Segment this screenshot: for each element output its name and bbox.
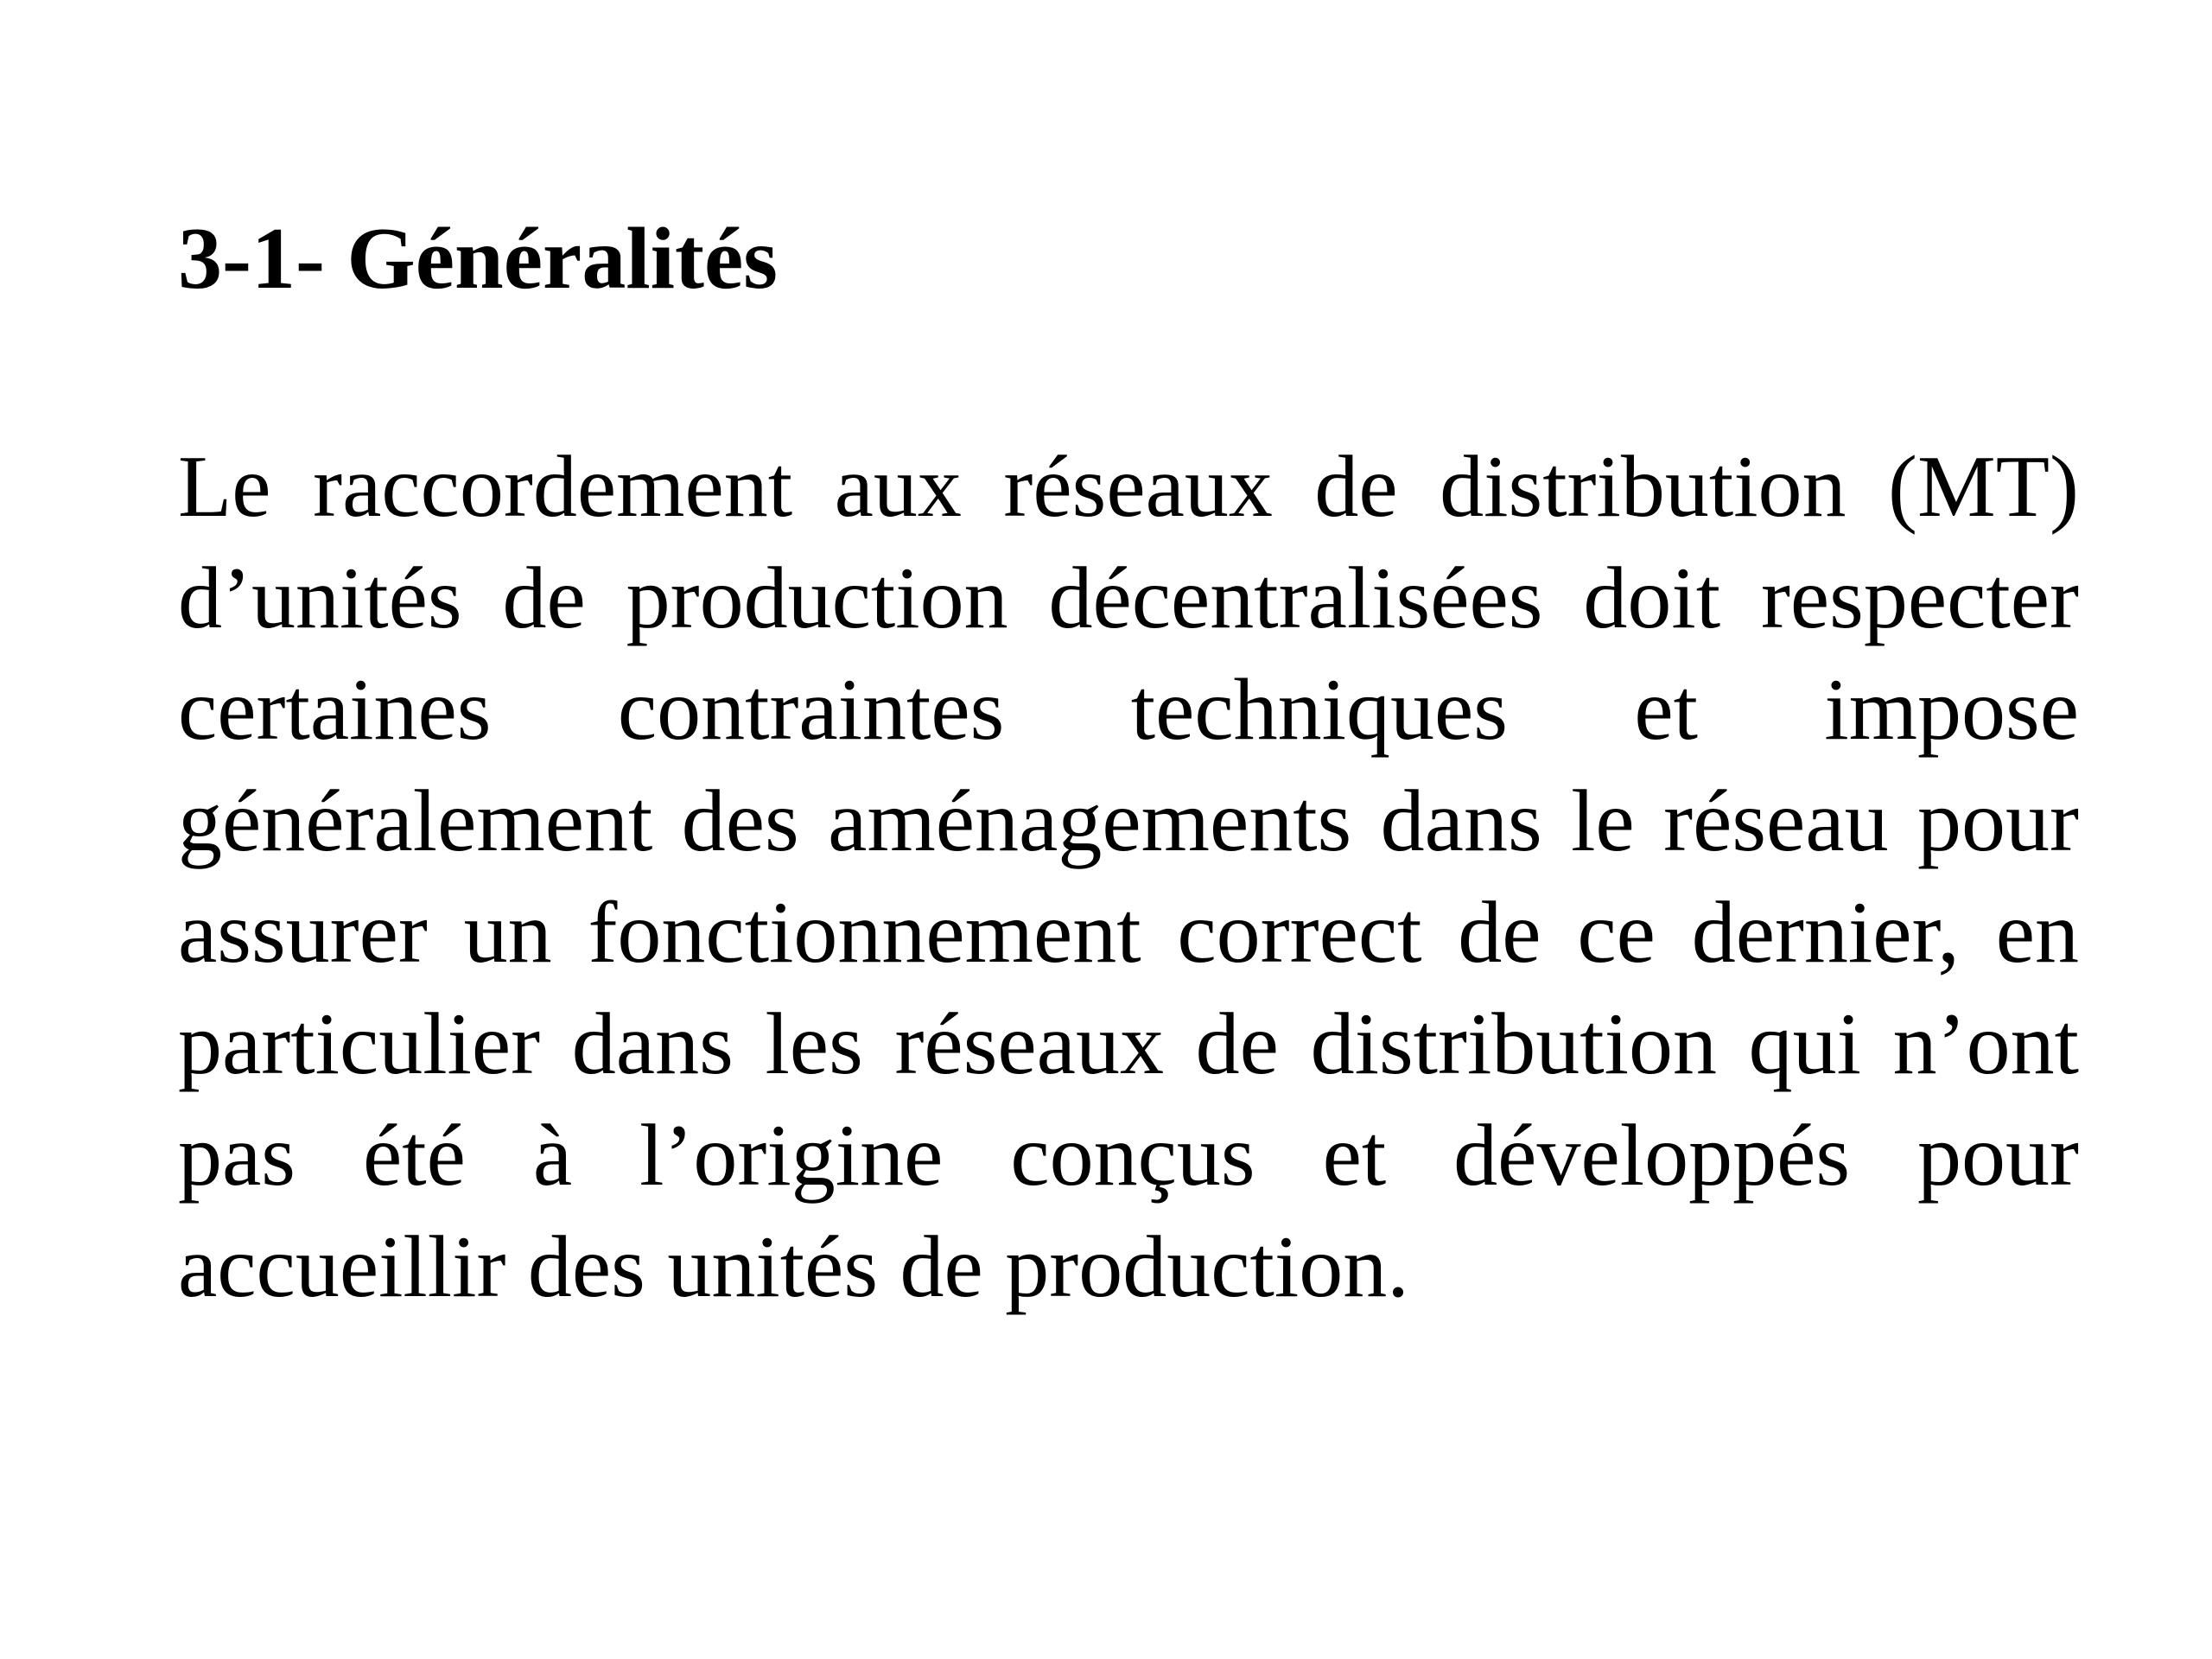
body-paragraph: Le raccordement aux réseaux de distribution (MT) d’unités de production décentralisées doit respecter certaines contraintes techniques et impose généralement des aménagements dans le réseau pour assurer un fonctionnement correct de ce dernier, en particulier dans les réseaux de distribution qui n’ont pas été à l’origine conçus et développés pour accueillir des unités de production.: [178, 438, 2079, 1316]
section-title: 3-1- Généralités: [178, 210, 778, 308]
